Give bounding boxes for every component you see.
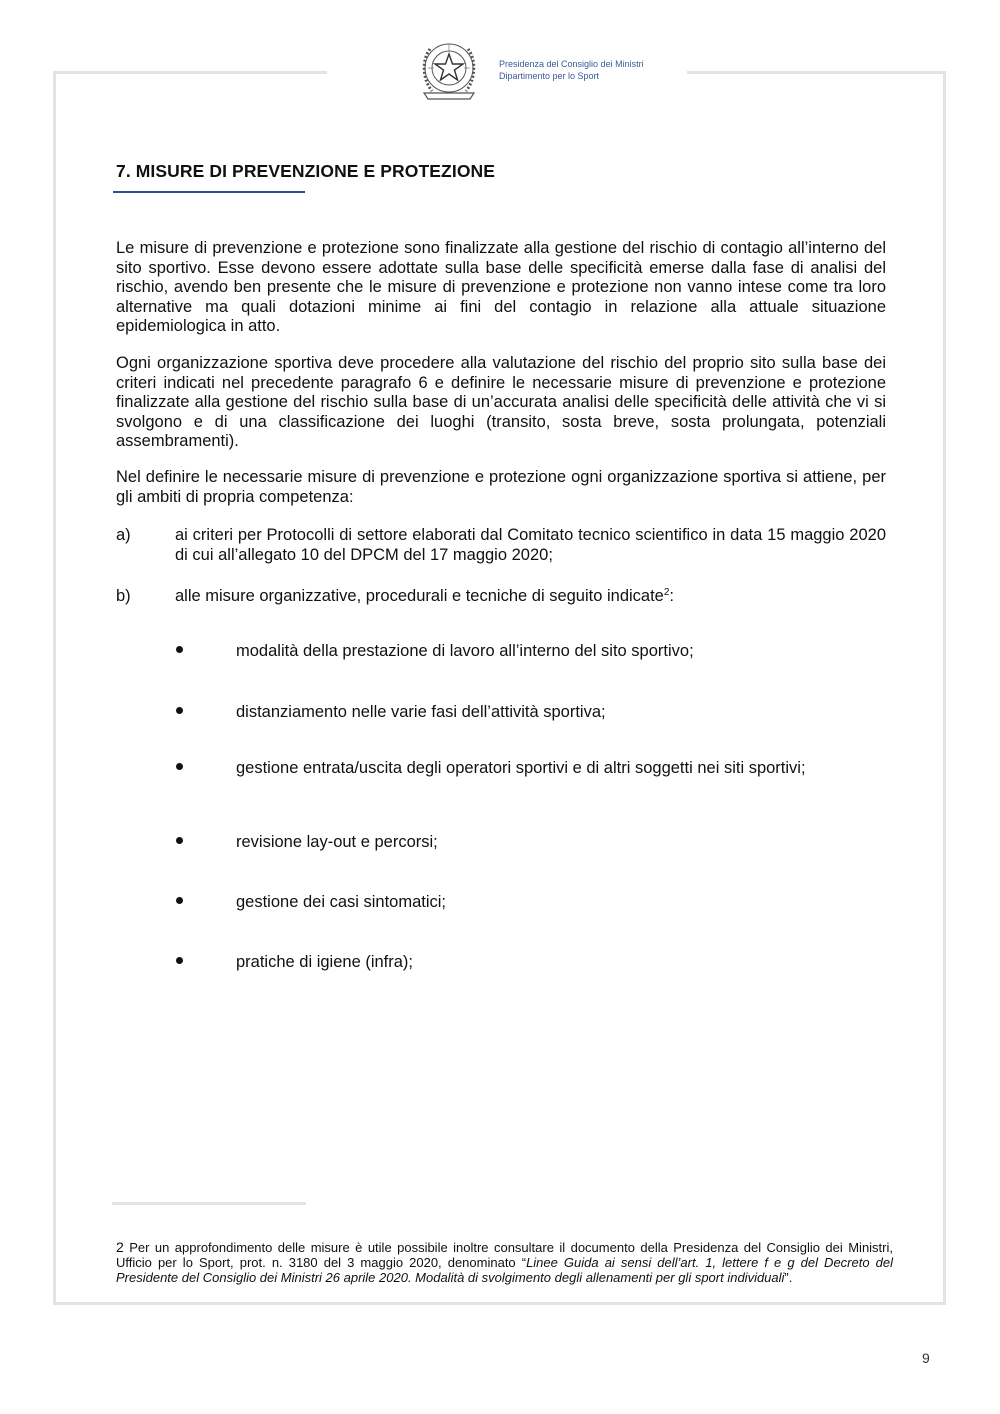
bullet-text: modalità della prestazione di lavoro all’interno del sito sportivo; [236,642,694,660]
list-item-b-text: alle misure organizzative, procedurali e tecniche di seguito indicate [175,587,664,605]
institution-name [499,58,644,82]
list-item-text: ai criteri per Protocolli di settore elaborati dal Comitato tecnico scientifico in data 15 maggio 2020 di cui all’allegato 10 del DPCM del 17 maggio 2020; [175,526,886,564]
institution-line-1: Presidenza del Consiglio dei Ministri [499,59,644,69]
bullet-text: gestione entrata/uscita degli operatori sportivi e di altri soggetti nei siti sportivi; [236,759,806,777]
paragraph-2: Ogni organizzazione sportiva deve procedere alla valutazione del rischio del proprio sito sulla base dei criteri indicati nel precedente paragrafo 6 e definire le necessarie misure di prevenzione e protezione finalizzate alla gestione del rischio sulla base di un’accurata analisi delle specificità delle attività che vi si svolgono e di una classificazione dei luoghi (transito, sosta breve, sosta prolungata, potenziali assembramenti). [116,354,886,450]
paragraph-1: Le misure di prevenzione e protezione sono finalizzate alla gestione del rischio di contagio all’interno del sito sportivo. Esse devono essere adottate sulla base delle specificità emerse dalla fase di analisi del rischio, avendo ben presente che le misure di prevenzione e protezione non vanno intese come tra loro alternative ma quali dotazioni minime ai fini del contagio in relazione alla attuale situazione epidemiologica in atto. [116,239,886,335]
bullet-text: pratiche di igiene (infra); [236,953,414,971]
bullet-text: revisione lay-out e percorsi; [236,833,438,851]
italian-republic-emblem-icon [416,35,482,105]
list-marker: a) [116,526,131,544]
footnote [116,1240,893,1285]
bullet-icon [176,897,183,904]
footnote-ref[interactable]: 2 [663,587,670,598]
footnote-number: 2 [116,1239,124,1255]
list-marker: b) [116,587,131,605]
footnote-text: Per un approfondimento delle misure è utile possibile inoltre consultare il documento della Presidenza del Consiglio dei Ministri, Ufficio per lo Sport, prot. n. 3180 del 3 maggio 2020, denominato “ [116,1240,893,1270]
bullet-icon [176,763,183,770]
footnote-document-title: Linee Guida ai sensi dell’art. 1, lettere f e g del Decreto del Presidente del Consiglio dei Ministri 26 aprile 2020. Modalità di svolgimento degli allenamenti per gli sport individuali [116,1255,893,1285]
bullet-icon [176,646,183,653]
bullet-icon [176,957,183,964]
section-title-rule [113,191,305,193]
section-title: 7. MISURE DI PREVENZIONE E PROTEZIONE [116,161,496,181]
page-number: 9 [922,1350,930,1366]
bullet-icon [176,837,183,844]
footnote-text-end: ”. [784,1270,793,1285]
list-item-text [175,587,886,607]
bullet-icon [176,707,183,714]
bullet-text: gestione dei casi sintomatici; [236,893,447,911]
list-item-b-suffix: : [669,587,675,605]
footnote-separator [112,1202,306,1205]
bullet-text: distanziamento nelle varie fasi dell’attività sportiva; [236,703,606,721]
institution-line-2: Dipartimento per lo Sport [499,71,600,81]
paragraph-3: Nel definire le necessarie misure di prevenzione e protezione ogni organizzazione sportiva si attiene, per gli ambiti di propria competenza: [116,468,886,506]
